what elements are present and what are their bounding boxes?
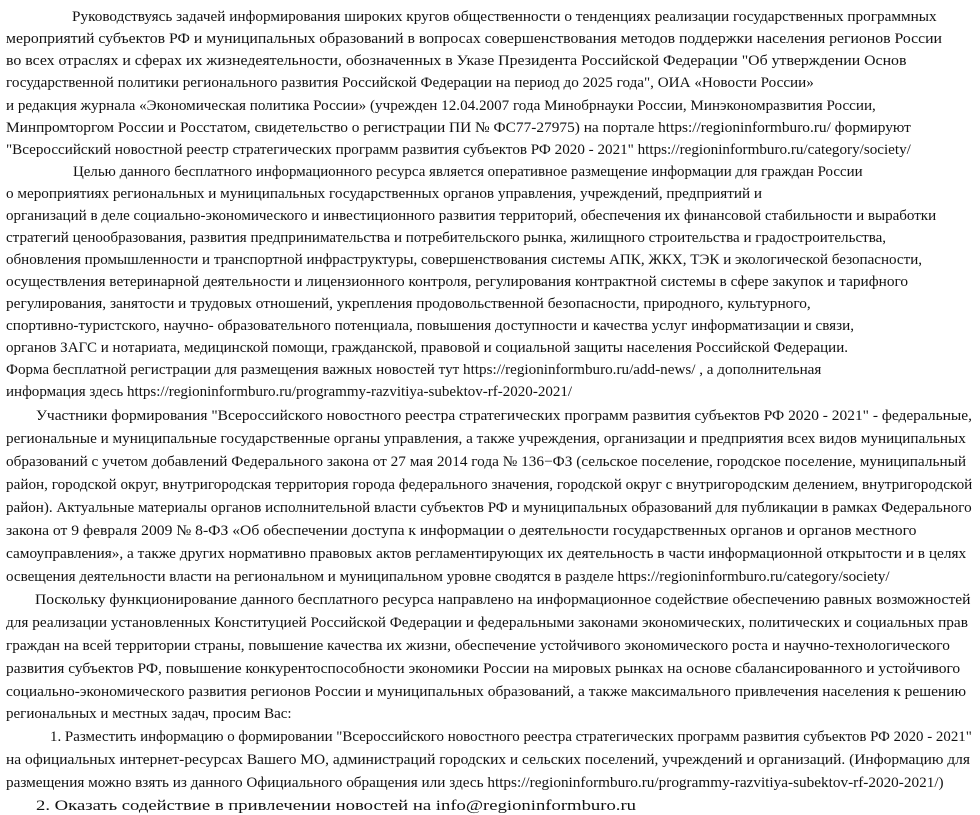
list-item-2: 2. Оказать содействие в привлечении новостей на info@regioninformburo.ru: [36, 798, 637, 814]
text-line: район, городской округ, внутригородская территория города федерального значения, городской округ с внутригородским делением, внутригородской: [6, 477, 973, 493]
text-line: граждан на всей территории страны, повышение качества их жизни, обеспечение устойчивого экономического роста и научно-технологического: [6, 638, 950, 654]
text-line: обновления промышленности и транспортной инфраструктуры, совершенствования системы АПК, ЖКХ, ТЭК и экологической безопасности,: [6, 252, 923, 268]
text-line: образований с учетом добавлений Федерального закона от 27 мая 2014 года № 136−ФЗ (сельское поселение, городское поселение, муниципальный: [6, 454, 967, 470]
text-line: органов ЗАГС и нотариата, медицинской помощи, гражданской, правовой и социальной защиты населения Российской Федерации.: [6, 340, 848, 356]
text-line: и редакция журнала «Экономическая политика России» (учрежден 12.04.2007 года Минобрнауки России, Минэкономразвития России,: [6, 98, 876, 114]
text-line: Поскольку функционирование данного бесплатного ресурса направлено на информационное содействие обеспечению равных возможностей: [35, 592, 971, 608]
text-line: Форма бесплатной регистрации для размещения важных новостей тут https://regioninformburo.ru/add-news/ , а дополнительная: [6, 362, 822, 378]
text-line: стратегий ценообразования, развития предпринимательства и потребительского рынка, жилищного строительства и градостроительства,: [6, 230, 887, 246]
text-line: информация здесь https://regioninformburo.ru/programmy-razvitiya-subektov-rf-2020-2021/: [6, 384, 573, 400]
text-line: район). Актуальные материалы органов исполнительной власти субъектов РФ и муниципальных образований для публикации в рамках Федерального: [6, 500, 972, 516]
text-line: освещения деятельности власти на региональном и муниципальном уровне сводятся в разделе https://regioninformburo.ru/category/society/: [6, 569, 890, 585]
text-line: осуществления ветеринарной деятельности и лицензионного контроля, регулирования контрактной системы в сфере закупок и тарифного: [6, 274, 909, 290]
text-line: Целью данного бесплатного информационного ресурса является оперативное размещение информации для граждан России: [73, 164, 863, 180]
text-line: Участники формирования "Всероссийского новостного реестра стратегических программ развития субъектов РФ 2020 - 2021" - федеральные,: [36, 408, 972, 424]
text-line: на официальных интернет-ресурсах Вашего МО, администраций городских и сельских поселений, учреждений и организаций. (Информацию для: [6, 752, 970, 768]
text-line: во всех отраслях и сферах их жизнедеятельности, обозначенных в Указе Президента Российской Федерации "Об утверждении Основ: [6, 53, 907, 69]
text-line: о мероприятиях региональных и муниципальных государственных органов управления, учреждений, предприятий и: [6, 186, 763, 202]
text-line: мероприятий субъектов РФ и муниципальных образований в вопросах совершенствования методов поддержки населения регионов России: [6, 31, 942, 47]
text-line: региональные и муниципальные государственные органы управления, а также учреждения, организации и предприятия всех видов муниципальных: [6, 431, 966, 447]
text-line: Руководствуясь задачей информирования широких кругов общественности о тенденциях реализации государственных программных: [72, 9, 937, 25]
list-item-1: 1. Разместить информацию о формировании "Всероссийского новостного реестра стратегических программ развития субъектов РФ 2020 - 2021": [50, 729, 972, 745]
text-line: организаций в деле социально-экономического и инвестиционного развития территорий, обеспечения их финансовой стабильности и выработки: [6, 208, 937, 224]
text-line: государственной политики регионального развития Российской Федерации на период до 2025 года", ОИА «Новости России»: [6, 75, 814, 91]
text-line: Минпромторгом России и Росстатом, свидетельство о регистрации ПИ № ФС77-27975) на портале https://regioninformburo.ru/ формируют: [6, 120, 911, 136]
text-line: размещения можно взять из данного Официального обращения или здесь https://regioninformburo.ru/programmy-razvitiya-subektov-rf-2020-2021/): [6, 775, 944, 791]
text-line: регулирования, занятости и трудовых отношений, укрепления продовольственной безопасности, природного, культурного,: [6, 296, 811, 312]
text-line: самоуправления», а также других нормативно правовых актов регламентирующих их деятельность в части информационной открытости и в целях: [6, 546, 967, 562]
text-line: закона от 9 февраля 2009 № 8-ФЗ «Об обеспечении доступа к информации о деятельности государственных органов и органов местного: [6, 523, 917, 539]
text-line: социально-экономического развития регионов России и муниципальных образований, а также максимального привлечения населения к решению: [6, 684, 966, 700]
text-line: региональных и местных задач, просим Вас:: [6, 706, 292, 722]
text-line: "Всероссийский новостной реестр стратегических программ развития субъектов РФ 2020 - 2021" https://regioninformburo.ru/category/society/: [6, 142, 911, 158]
text-line: развития субъектов РФ, повышение конкурентоспособности экономики России на мировых рынках на основе сбалансированного и устойчивого: [6, 661, 961, 677]
text-line: спортивно-туристского, научно- образовательного потенциала, повышения доступности и качества услуг информатизации и связи,: [6, 318, 855, 334]
text-line: для реализации установленных Конституцией Российской Федерации и федеральными законами экономических, политических и социальных прав: [6, 615, 968, 631]
